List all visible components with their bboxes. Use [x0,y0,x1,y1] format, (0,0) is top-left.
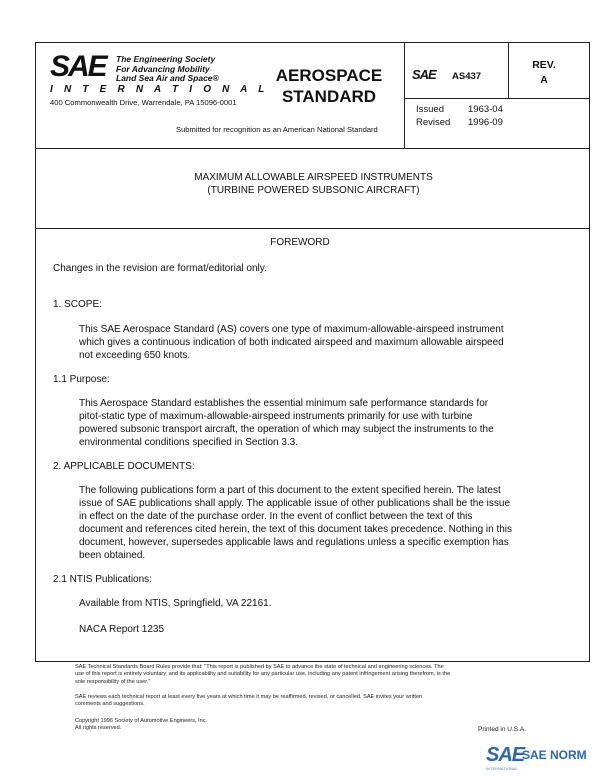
paragraph-line: not exceeding 650 knots. [79,350,191,361]
paragraph-line: The following publications form a part of this document to the extent specified herein. The latest [79,485,501,496]
footer-line: use of this report is entirely voluntary, and its applicability and suitability for any particular use, including any patent infringement arising therefrom, is the [75,671,451,678]
revised-label: Revised [416,117,451,128]
paragraph-line: powered subsonic transport aircraft, the operation of which may subject the instruments to the [79,424,494,435]
paragraph-line: document and references cited herein, the text of this document takes precedence. Nothing in this [79,524,513,535]
tagline-line: For Advancing Mobility [116,63,210,74]
title-line: MAXIMUM ALLOWABLE AIRSPEED INSTRUMENTS [194,172,433,183]
scope-paragraph [79,323,504,362]
tagline-line: Land Sea Air and Space® [116,73,219,83]
doc-type-line: AEROSPACE [275,66,383,85]
sae-logo: SAE [50,50,106,83]
header-divider [36,148,589,149]
purpose-paragraph [79,397,494,449]
doc-type-line: STANDARD [281,87,377,106]
title-line: (TURBINE POWERED SUBSONIC AIRCRAFT) [207,185,420,196]
footer-line: sole responsibility of the user." [75,678,151,685]
paragraph-line: document, however, supersedes applicable laws and regulations unless a specific exemption has [79,537,509,548]
paragraph-line: environmental conditions specified in Section 3.3. [79,437,299,448]
footer-copyright [75,718,207,733]
footer-line: SAE Technical Standards Board Rules provide that: "This report is published by SAE to advance the state of technical and engineering sciences. The [75,664,444,670]
sae-norm-stamp-logo: SAE [486,744,525,766]
tagline-line: The Engineering Society [116,54,216,64]
sae-mini-logo: SAE [412,67,436,82]
foreword-text: Changes in the revision are format/editorial only. [53,263,267,274]
printed-in: Printed in U.S.A. [478,726,527,733]
revised-date: 1996-09 [468,117,503,128]
copyright-line: Copyright 1996 Society of Automotive Engineers, Inc. [75,718,208,724]
paragraph-line: been obtained. [79,550,146,561]
document-title [36,171,591,197]
revision-value: A [540,74,548,86]
issued-label: Issued [416,104,444,115]
rights-line: All rights reserved. [75,725,122,732]
foreword-heading: FOREWORD [270,237,330,248]
recognition-note: Submitted for recognition as an American National Standard [176,125,378,134]
international-label: I N T E R N A T I O N A L [50,84,269,95]
title-divider [36,228,589,229]
footer-policy [75,664,535,686]
paragraph-line: pitot-static type of maximum-allowable-airspeed instruments primarily for use with turbine [79,411,473,422]
header-vertical-divider [404,43,405,148]
applicable-documents-paragraph [79,484,512,562]
document-number: AS437 [452,71,482,82]
society-tagline [116,55,219,84]
rev-vertical-divider [508,43,509,98]
sae-norm-stamp-subtext: INTERNATIONAL [486,766,518,771]
document-type [264,65,394,107]
applicable-documents-heading: 2. APPLICABLE DOCUMENTS: [53,461,195,472]
paragraph-line: which gives a continuous indication of both indicated airspeed and maximum allowable airspeed [79,337,504,348]
paragraph-line: in effect on the date of the purchase order. In the event of conflict between the text of this [79,511,473,522]
docnum-divider [404,98,590,99]
revision-label: REV. [532,59,556,71]
purpose-heading: 1.1 Purpose: [53,374,110,385]
ntis-availability: Available from NTIS, Springfield, VA 22161. [79,598,272,609]
address: 400 Commonwealth Drive, Warrendale, PA 15096-0001 [50,98,237,107]
naca-report: NACA Report 1235 [79,624,165,635]
paragraph-line: issue of SAE publications shall apply. The applicable issue of other publications shall be the issue [79,498,511,509]
sae-norm-stamp-text: SAE NORM [522,748,587,762]
scope-heading: 1. SCOPE: [53,299,102,310]
footer-line: SAE reviews each technical report at least every five years at which time it may be reaffirmed, revised, or cancelled. SAE invites your written [75,694,423,700]
paragraph-line: This Aerospace Standard establishes the essential minimum safe performance standards for [79,398,489,409]
paragraph-line: This SAE Aerospace Standard (AS) covers one type of maximum-allowable-airspeed instrument [79,324,504,335]
issued-date: 1963-04 [468,104,503,115]
footer-line: comments and suggestions. [75,701,145,708]
ntis-heading: 2.1 NTIS Publications: [53,574,152,585]
footer-review [75,694,535,709]
